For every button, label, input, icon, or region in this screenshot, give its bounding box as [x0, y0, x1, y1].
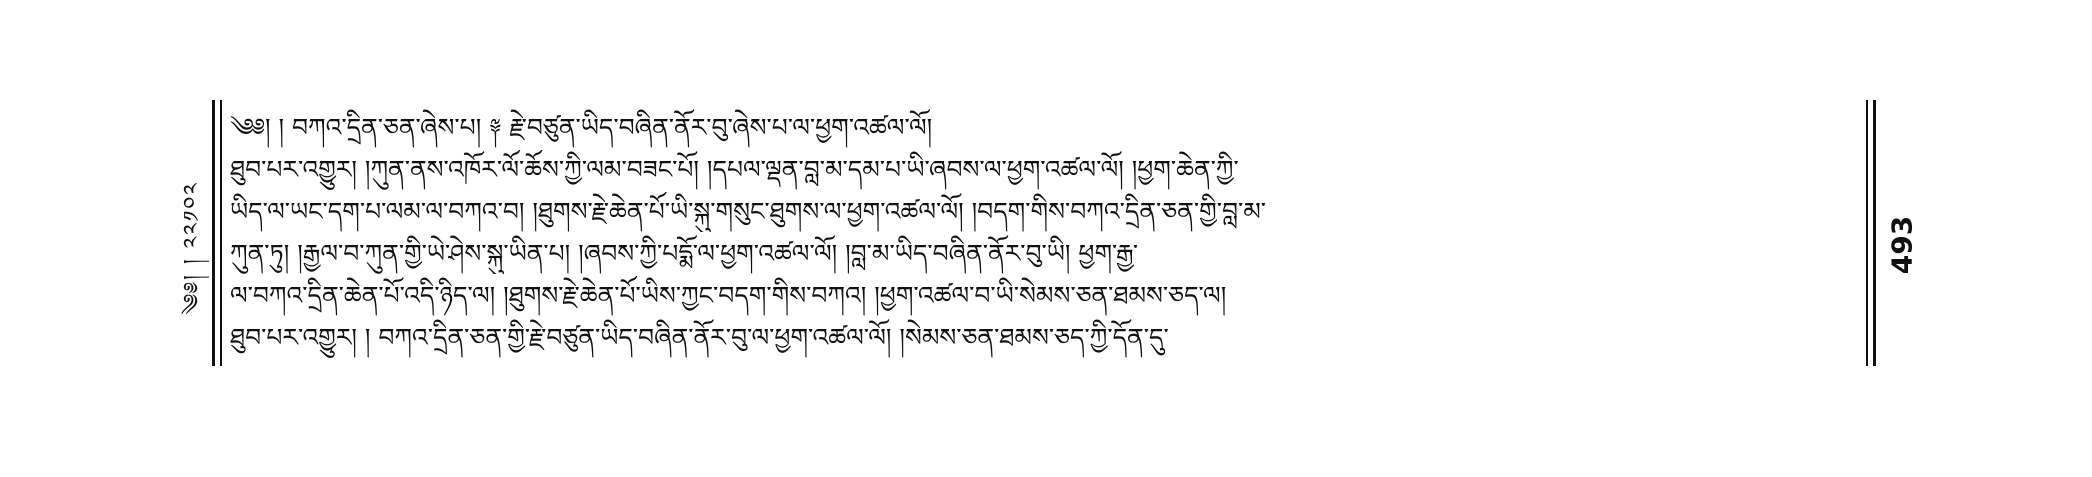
- folio-number: [1884, 205, 1920, 285]
- text-line-5: ལ་བཀའ་དྲིན་ཆེན་པོ་འདི་ཉིད་ལ། །ཐུགས་རྗེ་ཆེན་པོ་ཡིས་ཀྱང་བདག་གིས་བཀའ། །ཕྱག་འཚལ་བ་ཡི་སེམས་ཅན་ཐམས་ཅད་ལ།: [230, 281, 1227, 310]
- text-block: [230, 108, 1855, 360]
- text-line-6: ཐུབ་པར་འགྱུར། ། བཀའ་དྲིན་ཅན་གྱི་རྗེ་བཙུན་ཡིད་བཞིན་ནོར་བུ་ལ་ཕྱག་འཚལ་ལོ། །སེམས་ཅན་ཐམས་ཅད་ཀྱི་དོན་དུ་: [230, 323, 1169, 352]
- right-frame-rule-inner: [1866, 100, 1868, 366]
- left-frame-rule-inner: [220, 100, 222, 366]
- right-frame-rule-outer: [1873, 100, 1876, 366]
- text-line-2: ཐུབ་པར་འགྱུར། །ཀུན་ནས་འཁོར་ལོ་ཆོས་ཀྱི་ལམ་བཟང་པོ། །དཔལ་ལྡན་བླ་མ་དམ་པ་ཡི་ཞབས་ལ་ཕྱག་འཚལ་ལོ། །ཕྱག་ཆེན་ཀྱི་: [230, 155, 1239, 184]
- text-line-3: ཡིད་ལ་ཡང་དག་པ་ལམ་ལ་བཀའ་བ། །ཐུགས་རྗེ་ཆེན་པོ་ཡི་སྐུ་གསུང་ཐུགས་ལ་ཕྱག་འཚལ་ལོ། །བདག་གིས་བཀའ་དྲིན་ཅན་གྱི་བླ་མ་: [230, 197, 1267, 226]
- left-frame-rule-outer: [212, 100, 215, 366]
- folio-number-text: 493: [1885, 215, 1919, 275]
- text-line-1: ༄༅། ། བཀའ་དྲིན་ཅན་ཞེས་པ། ༈ རྗེ་བཙུན་ཡིད་བཞིན་ནོར་བུ་ཞེས་པ་ལ་ཕྱག་འཚལ་ལོ།: [230, 113, 933, 142]
- margin-label-text: ༄༅། ། ༢༢༡༠༢: [180, 181, 205, 315]
- text-line-4: ཀུན་ཏུ། །རྒྱལ་བ་ཀུན་གྱི་ཡེ་ཤེས་སྐུ་ཡིན་པ། །ཞབས་ཀྱི་པདྨོ་ལ་ཕྱག་འཚལ་ལོ། །བླ་མ་ཡིད་བཞིན་ནོར་བུ་ཡི། ཕྱག་རྒྱ་: [230, 239, 1139, 268]
